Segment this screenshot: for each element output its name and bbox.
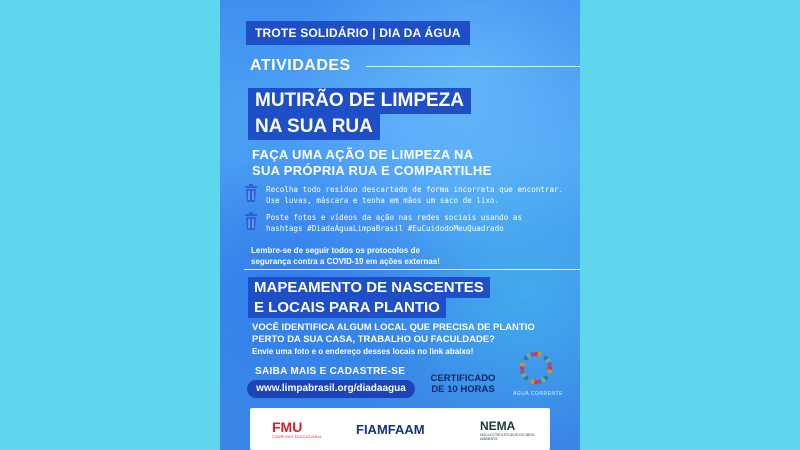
sponsor-footer [250,408,550,450]
agua-corrente-caption: ÁGUA CORRENTE [513,391,563,397]
activity1-item-2 [244,212,564,234]
certificate-line-2: DE 10 HORAS [431,384,495,395]
header-tag: TROTE SOLIDÁRIO | DIA DA ÁGUA [246,21,470,45]
signup-link[interactable]: www.limpabrasil.org/diadaagua [247,380,415,398]
section-divider-2 [244,269,580,270]
nema-logo [480,420,540,441]
activity1-subtitle [252,147,552,179]
section-title: ATIVIDADES [250,57,351,74]
poster [220,0,580,450]
item-1-line-2: Use luvas, máscara e tenha em mãos um saco de lixo. [266,196,500,205]
activity1-item-1 [244,184,564,206]
covid-note [251,245,551,267]
agua-corrente-logo [516,348,556,388]
fmu-logo-subtext: COMPLEXO EDUCACIONAL [272,435,323,439]
cta-label: SAIBA MAIS E CADASTRE-SE [255,366,406,377]
item-2-line-1: Poste fotos e vídeos da ação nas redes sociais usando as [266,213,523,222]
trash-bin-icon [244,184,258,202]
question-line-1: VOCÊ IDENTIFICA ALGUM LOCAL QUE PRECISA DE PLANTIO [252,322,535,333]
covid-note-line-1: Lembre-se de seguir todos os protocolos de [251,246,420,255]
certificate-badge [423,373,503,395]
activity1-title-line-1: MUTIRÃO DE LIMPEZA [248,88,471,114]
nema-logo-text: NEMA [480,419,516,433]
send-instruction: Envie uma foto e o endereço desses locais no link abaixo! [252,347,474,356]
item-2-line-2: hashtags #DiadaÁguaLimpaBrasil #EuCuidodoMeuQuadrado [266,224,504,233]
activity2-title-line-2: E LOCAIS PARA PLANTIO [248,297,446,318]
activity2-title-line-1: MAPEAMENTO DE NASCENTES [248,277,490,298]
fmu-logo [272,420,322,439]
fiamfaam-logo: FIAMFAAM [356,422,425,437]
activity2-question [252,322,552,346]
activity1-subtitle-line-1: FAÇA UMA AÇÃO DE LIMPEZA NA [252,147,474,162]
certificate-line-1: CERTIFICADO [430,373,496,384]
trash-bin-icon [244,212,258,230]
covid-note-line-2: segurança contra a COVID-19 em ações externas! [251,257,440,266]
nema-logo-subtext: NÚCLEO DE ESTUDOS DO MEIO AMBIENTE [480,433,535,441]
question-line-2: PERTO DA SUA CASA, TRABALHO OU FACULDADE? [252,334,495,345]
item-1-line-1: Recolha todo resíduo descartado de forma incorreta que encontrar. [266,185,564,194]
activity1-title-line-2: NA SUA RUA [248,114,380,140]
activity1-subtitle-line-2: SUA PRÓPRIA RUA E COMPARTILHE [252,163,492,178]
fmu-logo-text: FMU [272,419,303,435]
section-divider [366,66,580,67]
